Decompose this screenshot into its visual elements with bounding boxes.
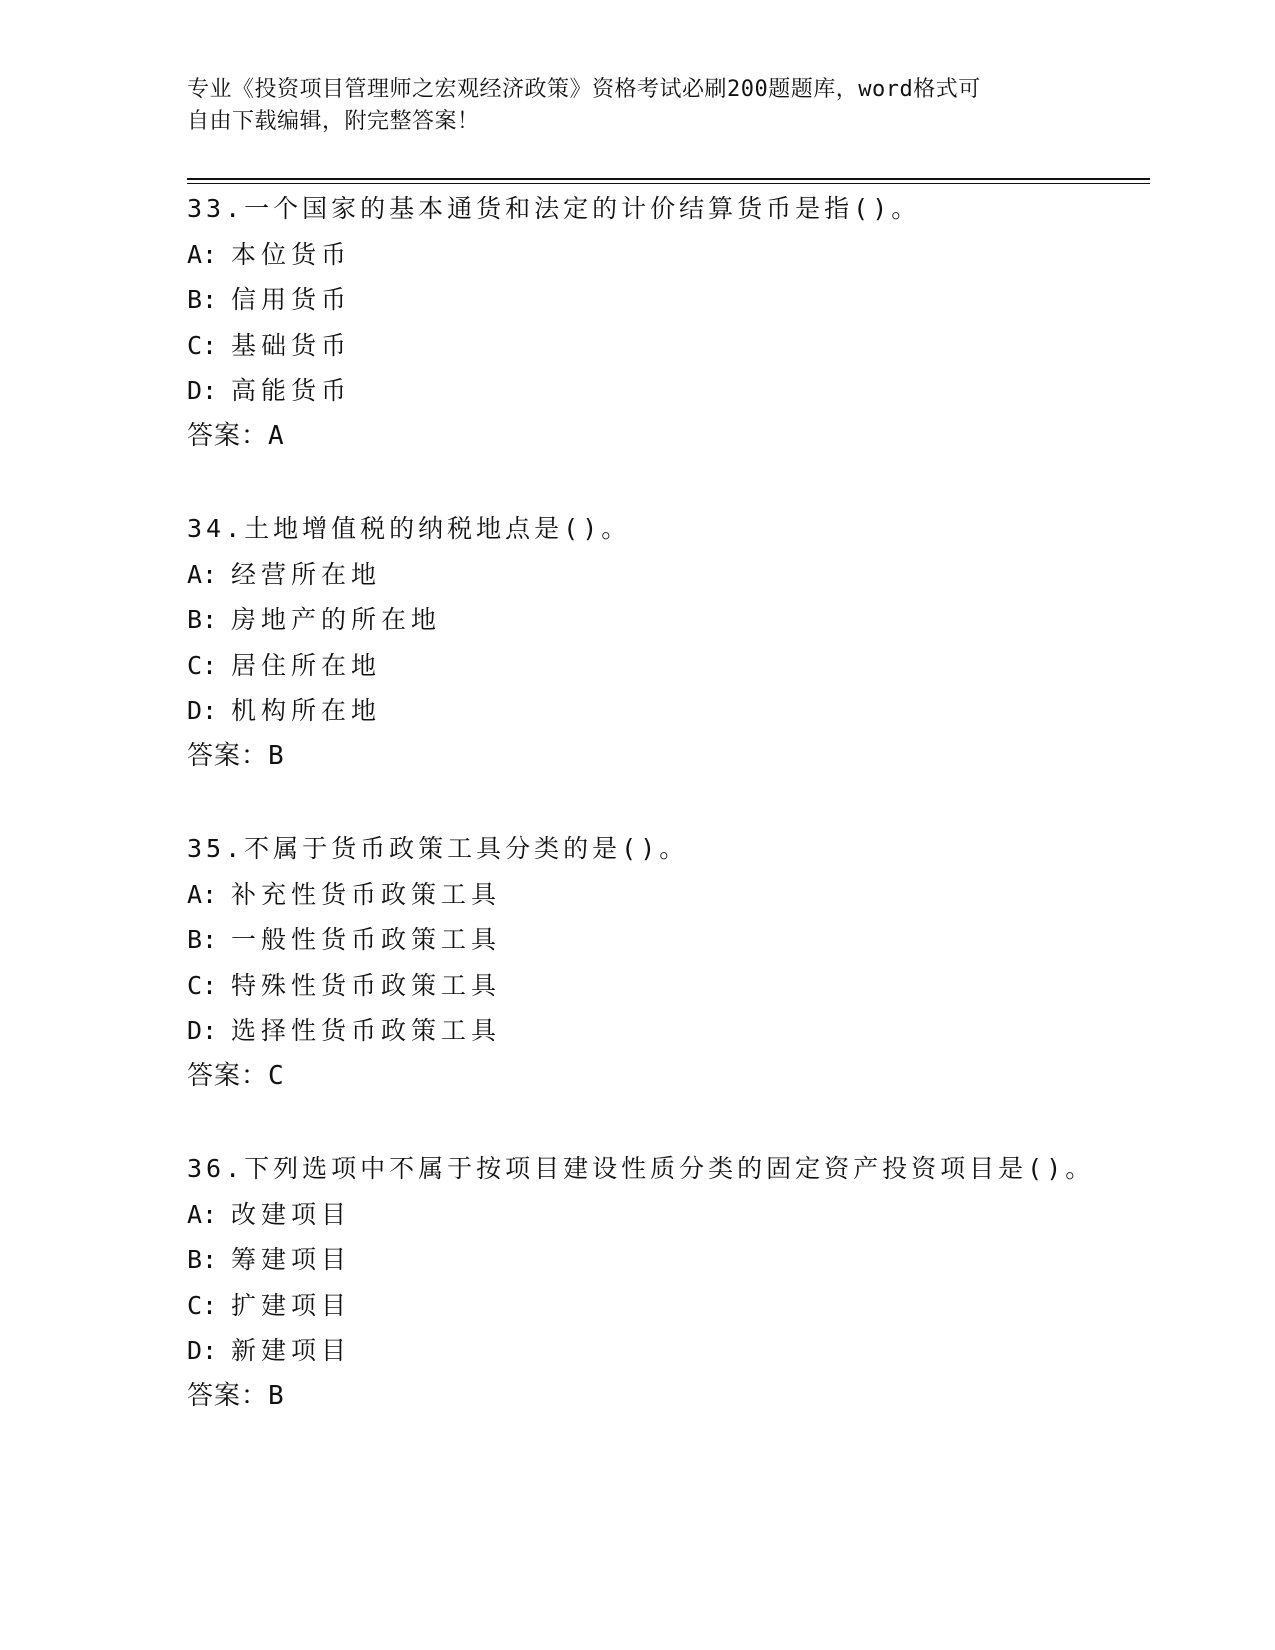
option-text: 高能货币	[231, 376, 352, 405]
option-c	[187, 643, 1147, 689]
header-line-1: 专业《投资项目管理师之宏观经济政策》资格考试必刷200题题库，word格式可	[187, 77, 981, 102]
option-c	[187, 963, 1147, 1009]
question-stem: 33.一个国家的基本通货和法定的计价结算货币是指()。	[187, 194, 921, 223]
option-letter: D:	[187, 1336, 218, 1365]
option-text: 机构所在地	[231, 696, 382, 725]
question-stem: 34.土地增值税的纳税地点是()。	[187, 514, 631, 543]
option-d	[187, 1328, 1147, 1374]
header-divider-thick	[187, 178, 1150, 180]
option-b	[187, 917, 1147, 963]
option-letter: C:	[187, 970, 218, 1000]
option-letter: D:	[187, 1016, 218, 1045]
option-text: 特殊性货币政策工具	[231, 970, 502, 1000]
question-block	[187, 826, 1147, 1099]
option-text: 信用货币	[231, 285, 352, 314]
option-letter: B:	[187, 285, 218, 314]
option-text: 补充性货币政策工具	[231, 879, 502, 909]
question-stem: 36.下列选项中不属于按项目建设性质分类的固定资产投资项目是()。	[187, 1154, 1095, 1183]
document-header	[187, 74, 1067, 138]
answer-line: 答案：B	[187, 1380, 285, 1411]
option-text: 新建项目	[231, 1336, 352, 1365]
option-text: 筹建项目	[231, 1245, 352, 1274]
answer-line: 答案：B	[187, 740, 285, 771]
answer-line: 答案：C	[187, 1060, 285, 1091]
option-letter: B:	[187, 1245, 218, 1274]
option-d	[187, 688, 1147, 734]
option-text: 居住所在地	[231, 650, 382, 680]
option-d	[187, 368, 1147, 414]
option-a	[187, 552, 1147, 598]
option-letter: C:	[187, 1290, 218, 1320]
option-b	[187, 277, 1147, 323]
option-d	[187, 1008, 1147, 1054]
option-text: 扩建项目	[231, 1290, 352, 1320]
option-a	[187, 1192, 1147, 1238]
option-a	[187, 232, 1147, 278]
option-letter: D:	[187, 376, 218, 405]
option-letter: B:	[187, 605, 218, 634]
question-block	[187, 186, 1147, 459]
option-text: 经营所在地	[231, 559, 382, 589]
option-text: 基础货币	[231, 330, 352, 360]
answer-line: 答案：A	[187, 420, 285, 451]
option-letter: C:	[187, 650, 218, 680]
option-letter: A:	[187, 1199, 218, 1229]
option-letter: A:	[187, 559, 218, 589]
question-stem: 35.不属于货币政策工具分类的是()。	[187, 834, 689, 863]
option-b	[187, 597, 1147, 643]
header-divider-thin	[187, 183, 1150, 184]
option-letter: A:	[187, 879, 218, 909]
option-letter: C:	[187, 330, 218, 360]
option-b	[187, 1237, 1147, 1283]
header-line-2: 自由下载编辑，附完整答案！	[187, 109, 480, 134]
option-text: 改建项目	[231, 1199, 352, 1229]
option-text: 选择性货币政策工具	[231, 1016, 502, 1045]
option-a	[187, 872, 1147, 918]
option-letter: D:	[187, 696, 218, 725]
question-block	[187, 506, 1147, 779]
option-letter: B:	[187, 925, 218, 954]
option-text: 一般性货币政策工具	[231, 925, 502, 954]
question-block	[187, 1146, 1147, 1419]
option-letter: A:	[187, 239, 218, 269]
option-c	[187, 1283, 1147, 1329]
option-c	[187, 323, 1147, 369]
option-text: 本位货币	[231, 239, 352, 269]
option-text: 房地产的所在地	[231, 605, 442, 634]
